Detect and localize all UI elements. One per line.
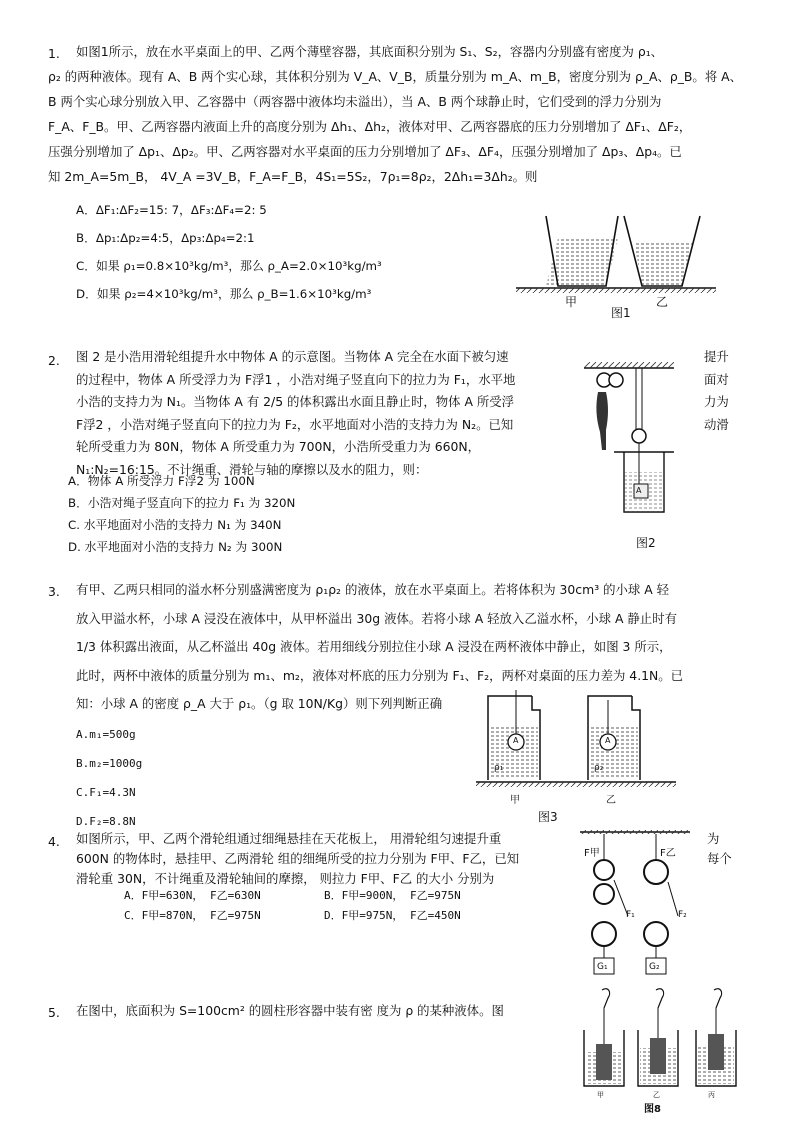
figure-label-jia: 甲 — [510, 795, 520, 806]
question-1-text — [48, 39, 756, 189]
question-number: 5. — [48, 1005, 60, 1020]
text-line: 小浩的支持力为 N₁。当物体 A 有 2/5 的体积露出水面且静止时，物体 A 所受浮 — [76, 394, 515, 409]
figure-caption: 图1 — [611, 306, 631, 320]
option-list — [68, 470, 295, 558]
text-line: ρ₂ 的两种液体。现有 A、B 两个实心球，其体积分别为 V_A、V_B，质量分别为 m_A、m_B，密度分别为 ρ_A、ρ_B。将 A、 — [48, 69, 743, 84]
option-row — [124, 906, 461, 926]
text-line: 放入甲溢水杯，小球 A 浸没在液体中，从甲杯溢出 30g 液体。若将小球 A 轻放入乙溢水杯，小球 A 静止时有 — [76, 610, 677, 626]
option-a: A．ΔF₁:ΔF₂=15: 7，ΔF₃:ΔF₄=2: 5 — [76, 203, 267, 217]
figure-label-yi: 乙 — [653, 1091, 660, 1099]
figure-1-containers — [516, 214, 716, 314]
text-line: 压强分别增加了 Δp₁、Δp₂。甲、乙两容器对水平桌面的压力分别增加了 ΔF₃、ΔF₄，压强分别增加了 Δp₃、Δp₄。已 — [48, 144, 682, 159]
figure-label-ball-a: A — [605, 736, 611, 745]
option-d: D．F甲=975N， F乙=450N — [324, 909, 461, 922]
text-line: 知：小球 A 的密度 ρ_A 大于 ρ₁。（g 取 10N/Kg）则下列判断正确 — [76, 696, 443, 711]
option-list — [124, 886, 461, 926]
option-b: B．小浩对绳子竖直向下的拉力 F₁ 为 320N — [68, 496, 296, 510]
figure-label-f1: F₁ — [626, 910, 635, 920]
text-line: F浮2 ，小浩对绳子竖直向下的拉力为 F₂，水平地面对小浩的支持力为 N₂。已知 — [76, 416, 514, 432]
figure-2-pulley — [584, 362, 684, 522]
option-b: B.m₂=1000g — [76, 757, 143, 770]
text-fragment: 为 — [707, 831, 720, 846]
figure-label-rho1: ρ₁ — [494, 763, 504, 773]
question-number: 1. — [48, 46, 60, 61]
option-d: D．如果 ρ₂=4×10³kg/m³，那么 ρ_B=1.6×10³kg/m³ — [76, 287, 372, 301]
text-fragment: 动滑 — [704, 416, 729, 432]
text-fragment: 面对 — [704, 371, 729, 387]
question-number: 3. — [48, 584, 60, 599]
text-line: B 两个实心球分别放入甲、乙容器中（两容器中液体均未溢出），当 A、B 两个球静止时，它们受到的浮力分别为 — [48, 94, 662, 109]
text-line: 如图1所示，放在水平桌面上的甲、乙两个薄壁容器，其底面积分别为 S₁、S₂，容器内分别盛有密度为 ρ₁、 — [76, 44, 664, 59]
figure-label-bing: 丙 — [708, 1091, 715, 1099]
text-line: 1/3 体积露出液面，从乙杯溢出 40g 液体。若用细线分别拉住小球 A 浸没在两杯液体中静止，如图 3 所示， — [76, 639, 672, 654]
option-b: B．F甲=900N， F乙=975N — [324, 889, 461, 902]
figure-label-a: A — [636, 486, 642, 495]
option-b: B．Δp₁:Δp₂=4:5，Δp₃:Δp₄=2:1 — [76, 231, 255, 245]
question-number: 4. — [48, 834, 60, 849]
figure-label-yi: 乙 — [606, 795, 616, 806]
figure-caption: 图3 — [538, 810, 558, 824]
text-fragment: 提升 — [704, 349, 729, 364]
figure-label-f2: F₂ — [678, 910, 687, 920]
figure-label-yi: 乙 — [656, 295, 669, 309]
option-list — [76, 198, 382, 306]
text-line: 滑轮重 30N，不计绳重及滑轮轴间的摩擦， 则拉力 F甲、F乙 的大小 分别为 — [76, 871, 495, 886]
text-line: 知 2m_A=5m_B， 4V_A =3V_B，F_A=F_B，4S₁=5S₂，7ρ₁=8ρ₂，2Δh₁=3Δh₂。则 — [48, 169, 538, 184]
option-d: D. 水平地面对小浩的支持力 N₂ 为 300N — [68, 540, 283, 554]
figure-label-ball-a: A — [513, 736, 519, 745]
text-fragment: 力为 — [704, 394, 729, 409]
option-c: C.F₁=4.3N — [76, 786, 136, 799]
option-list — [76, 720, 142, 836]
question-2-overflow — [704, 346, 729, 436]
figure-3-overflow-cups — [476, 690, 676, 800]
question-number: 2. — [48, 353, 60, 368]
figure-label-g2: G₂ — [649, 962, 660, 972]
figure-label-g1: G₁ — [597, 962, 608, 972]
option-c: C. 水平地面对小浩的支持力 N₁ 为 340N — [68, 518, 282, 532]
question-4-text — [76, 829, 519, 889]
question-2-text — [76, 346, 515, 481]
figure-caption: 图8 — [644, 1104, 661, 1115]
question-5-text: 在图中，底面积为 S=100cm² 的圆柱形容器中装有密 度为 ρ 的某种液体。图 — [76, 1003, 504, 1018]
figure-label-jia: 甲 — [597, 1091, 604, 1099]
figure-8-cylinders — [578, 986, 738, 1096]
text-line: 600N 的物体时，悬挂甲、乙两滑轮 组的细绳所受的拉力分别为 F甲、F乙，已知 — [76, 851, 520, 866]
option-c: C．如果 ρ₁=0.8×10³kg/m³，那么 ρ_A=2.0×10³kg/m³ — [76, 259, 382, 273]
figure-caption: 图2 — [636, 536, 656, 550]
text-line: 图 2 是小浩用滑轮组提升水中物体 A 的示意图。当物体 A 完全在水面下被匀速 — [76, 349, 509, 364]
text-line: 轮所受重力为 80N，物体 A 所受重力为 700N，小浩所受重力为 660N， — [76, 439, 481, 454]
text-line: 此时，两杯中液体的质量分别为 m₁、m₂，液体对杯底的压力分别为 F₁、F₂，两杯对桌面的压力差为 4.1N。已 — [76, 667, 684, 683]
text-line: N₁:N₂=16:15。不计绳重、滑轮与轴的摩擦以及水的阻力，则： — [76, 461, 428, 477]
option-a: A．F甲=630N， F乙=630N — [124, 889, 261, 902]
option-a: A．物体 A 所受浮力 F浮2 为 100N — [68, 474, 255, 488]
text-line: 如图所示，甲、乙两个滑轮组通过细绳悬挂在天花板上， 用滑轮组匀速提升重 — [76, 831, 502, 846]
figure-label-f-yi: F乙 — [660, 848, 676, 859]
text-line: 有甲、乙两只相同的溢水杯分别盛满密度为 ρ₁ρ₂ 的液体，放在水平桌面上。若将体积为 30cm³ 的小球 A 轻 — [76, 582, 670, 597]
figure-label-jia: 甲 — [565, 295, 578, 309]
text-line: F_A、F_B。甲、乙两容器内液面上升的高度分别为 Δh₁、Δh₂，液体对甲、乙两容器底的压力分别增加了 ΔF₁、ΔF₂， — [48, 119, 692, 134]
question-4-overflow — [707, 829, 732, 869]
text-fragment: 每个 — [707, 851, 732, 866]
figure-label-f-jia: F甲 — [584, 848, 600, 859]
option-a: A.m₁=500g — [76, 728, 136, 741]
option-row — [124, 886, 461, 906]
figure-label-rho2: ρ₂ — [594, 763, 604, 773]
option-d: D.F₂=8.8N — [76, 815, 136, 828]
option-c: C．F甲=870N， F乙=975N — [124, 909, 261, 922]
text-line: 的过程中，物体 A 所受浮力为 F浮1 ，小浩对绳子竖直向下的拉力为 F₁，水平地 — [76, 371, 516, 387]
